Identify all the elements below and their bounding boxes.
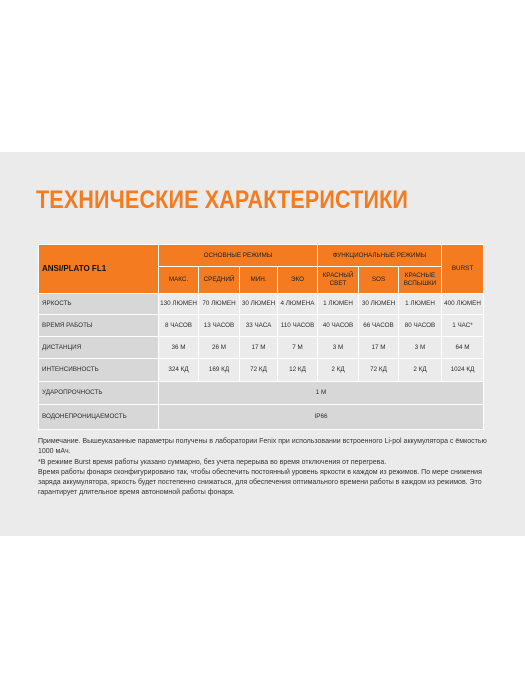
- mode-header: КРАСНЫЙ СВЕТ: [318, 267, 359, 294]
- table-row: [39, 294, 484, 315]
- table-cell: 17 М: [359, 337, 399, 359]
- table-row: [39, 315, 484, 337]
- page-title: ТЕХНИЧЕСКИЕ ХАРАКТЕРИСТИКИ: [36, 186, 409, 214]
- row-label: УДАРОПРОЧНОСТЬ: [39, 382, 159, 405]
- table-cell: 400 ЛЮМЕН: [442, 294, 484, 315]
- mode-header: МАКС.: [159, 267, 199, 294]
- group-main-header: ОСНОВНЫЕ РЕЖИМЫ: [159, 245, 318, 267]
- impact-value: 1 М: [159, 382, 484, 405]
- spec-table: [38, 244, 484, 430]
- table-cell: 2 КД: [399, 359, 442, 382]
- row-label: ВРЕМЯ РАБОТЫ: [39, 315, 159, 337]
- note-paragraph: Время работы фонаря сконфигурировано так, чтобы обеспечить постоянный уровень яркости в каждом из режимов. По мере снижения заряда аккумулятора, яркость будет постепенно снижаться, для обеспечения оптимального времени работы в каждом из режимов. Это гарантирует длительное время автономной работы фонаря.: [38, 468, 482, 497]
- mode-header: СРЕДНИЙ: [199, 267, 240, 294]
- table-cell: 110 ЧАСОВ: [278, 315, 318, 337]
- table-cell: 26 М: [199, 337, 240, 359]
- table-cell: 130 ЛЮМЕН: [159, 294, 199, 315]
- mode-header: МИН.: [240, 267, 278, 294]
- table-cell: 3 М: [318, 337, 359, 359]
- table-cell: 2 КД: [318, 359, 359, 382]
- table-cell: 169 КД: [199, 359, 240, 382]
- table-cell: 72 КД: [359, 359, 399, 382]
- table-cell: 66 ЧАСОВ: [359, 315, 399, 337]
- table-cell: 33 ЧАСА: [240, 315, 278, 337]
- table-cell: 70 ЛЮМЕН: [199, 294, 240, 315]
- table-cell: 3 М: [399, 337, 442, 359]
- mode-header: SOS: [359, 267, 399, 294]
- table-cell: 12 КД: [278, 359, 318, 382]
- table-cell: 80 ЧАСОВ: [399, 315, 442, 337]
- table-cell: 72 КД: [240, 359, 278, 382]
- table-row: [39, 337, 484, 359]
- group-func-header: ФУНКЦИОНАЛЬНЫЕ РЕЖИМЫ: [318, 245, 442, 267]
- water-value: IP66: [159, 405, 484, 430]
- table-cell: 30 ЛЮМЕН: [359, 294, 399, 315]
- row-label: ВОДОНЕПРОНИЦАЕМОСТЬ: [39, 405, 159, 430]
- table-cell: 1 ЧАС*: [442, 315, 484, 337]
- table-row: [39, 359, 484, 382]
- table-cell: 64 М: [442, 337, 484, 359]
- note-paragraph: *В режиме Burst время работы указано суммарно, без учета перерыва во время отключения от перегрева.: [38, 458, 387, 466]
- row-label: ДИСТАНЦИЯ: [39, 337, 159, 359]
- table-cell: 7 М: [278, 337, 318, 359]
- row-label: ИНТЕНСИВНОСТЬ: [39, 359, 159, 382]
- row-label: ЯРКОСТЬ: [39, 294, 159, 315]
- table-cell: 30 ЛЮМЕН: [240, 294, 278, 315]
- table-cell: 36 М: [159, 337, 199, 359]
- table-row: [39, 382, 484, 405]
- mode-header: КРАСНЫЕ ВСПЫШКИ: [399, 267, 442, 294]
- mode-header: ЭКО: [278, 267, 318, 294]
- notes: [38, 437, 498, 499]
- table-cell: 13 ЧАСОВ: [199, 315, 240, 337]
- table-cell: 17 М: [240, 337, 278, 359]
- table-cell: 1 ЛЮМЕН: [399, 294, 442, 315]
- table-cell: 8 ЧАСОВ: [159, 315, 199, 337]
- note-paragraph: Примечание. Вышеуказанные параметры получены в лаборатории Fenix при использовании встроенного Li-pol аккумулятора с ёмкостью 1000 мАч.: [38, 438, 487, 456]
- table-cell: 4 ЛЮМЕНА: [278, 294, 318, 315]
- table-row: [39, 405, 484, 430]
- model-header: ANSI/PLATO FL1: [39, 245, 159, 294]
- table-cell: 40 ЧАСОВ: [318, 315, 359, 337]
- table-cell: 1 ЛЮМЕН: [318, 294, 359, 315]
- table-cell: 324 КД: [159, 359, 199, 382]
- burst-header: BURST: [442, 245, 484, 294]
- table-cell: 1024 КД: [442, 359, 484, 382]
